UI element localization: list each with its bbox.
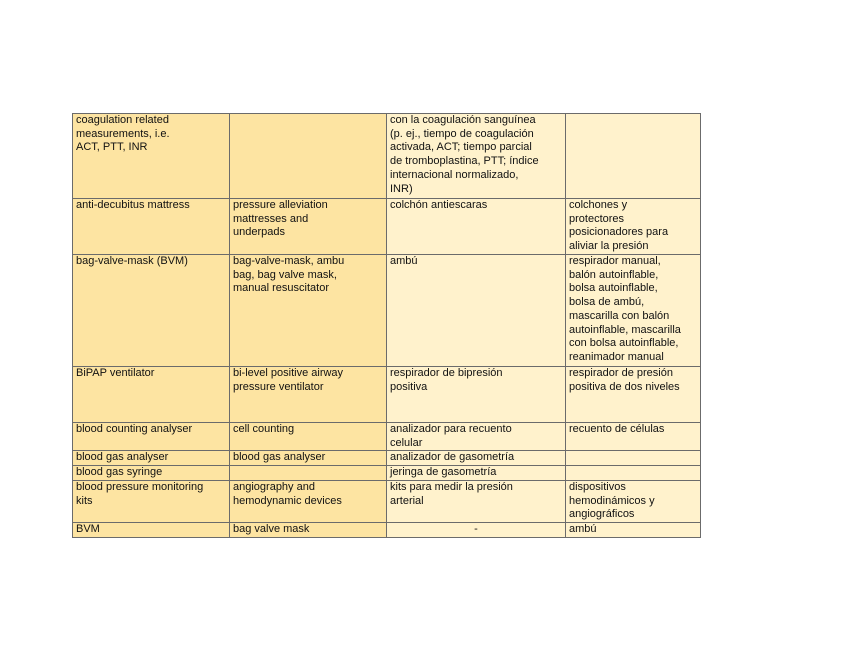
term-en-cell: BiPAP ventilator [73,367,230,423]
term-es-cell: analizador para recuento celular [387,423,566,451]
term-en-cell: coagulation related measurements, i.e. ACT, PTT, INR [73,114,230,199]
alt-es-cell [566,451,701,466]
table-row [73,423,701,451]
term-es-cell: respirador de bipresión positiva [387,367,566,423]
alt-es-cell: ambú [566,522,701,537]
alt-es-cell [566,114,701,199]
term-en-cell: blood pressure monitoring kits [73,480,230,522]
term-en-cell: blood gas syringe [73,466,230,481]
alt-en-cell [230,466,387,481]
alt-es-cell: dispositivos hemodinámicos y angiográficos [566,480,701,522]
table-row [73,451,701,466]
term-en-cell: blood counting analyser [73,423,230,451]
term-es-cell: colchón antiescaras [387,199,566,255]
alt-en-cell: pressure alleviation mattresses and underpads [230,199,387,255]
alt-en-cell: angiography and hemodynamic devices [230,480,387,522]
alt-es-cell: respirador de presión positiva de dos niveles [566,367,701,423]
table-row [73,199,701,255]
alt-es-cell: colchones y protectores posicionadores para aliviar la presión [566,199,701,255]
alt-en-cell: blood gas analyser [230,451,387,466]
term-es-cell: kits para medir la presión arterial [387,480,566,522]
table-row [73,480,701,522]
term-es-cell: - [387,522,566,537]
alt-en-cell: bi-level positive airway pressure ventilator [230,367,387,423]
alt-en-cell: cell counting [230,423,387,451]
term-es-cell: analizador de gasometría [387,451,566,466]
term-es-cell: con la coagulación sanguínea (p. ej., tiempo de coagulación activada, ACT; tiempo parcial de tromboplastina, PTT; índice internacional normalizado, INR) [387,114,566,199]
table-row [73,114,701,199]
table-row [73,466,701,481]
alt-es-cell [566,466,701,481]
term-es-cell: ambú [387,255,566,367]
table-row [73,367,701,423]
term-en-cell: BVM [73,522,230,537]
term-en-cell: bag-valve-mask (BVM) [73,255,230,367]
alt-es-cell: recuento de células [566,423,701,451]
alt-en-cell: bag-valve-mask, ambu bag, bag valve mask, manual resuscitator [230,255,387,367]
term-en-cell: anti-decubitus mattress [73,199,230,255]
term-es-cell: jeringa de gasometría [387,466,566,481]
table-row [73,255,701,367]
alt-es-cell: respirador manual, balón autoinflable, bolsa autoinflable, bolsa de ambú, mascarilla con balón autoinflable, mascarilla con bolsa autoinflable, reanimador manual [566,255,701,367]
table-row [73,522,701,537]
alt-en-cell: bag valve mask [230,522,387,537]
term-en-cell: blood gas analyser [73,451,230,466]
glossary-table [72,113,701,538]
alt-en-cell [230,114,387,199]
